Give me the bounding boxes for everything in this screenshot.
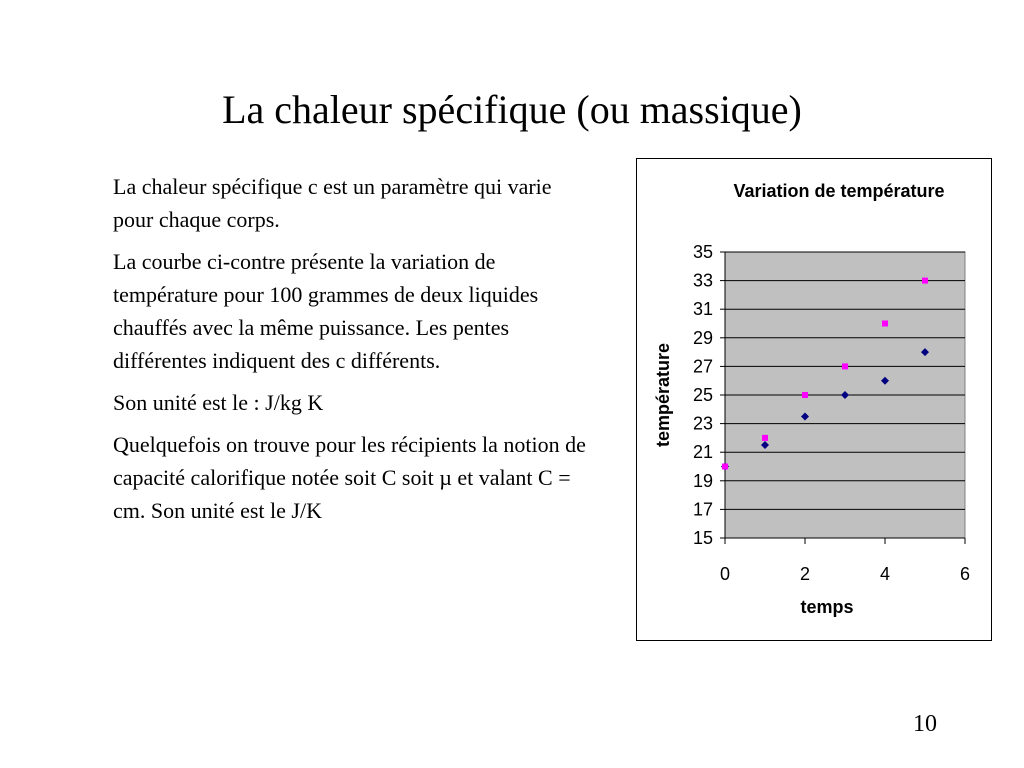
slide-title: La chaleur spécifique (ou massique) — [222, 87, 802, 132]
plot-area — [693, 242, 970, 584]
y-tick-label: 33 — [692, 270, 713, 291]
data-point-square — [842, 363, 848, 369]
data-point-square — [722, 464, 728, 470]
data-point-square — [882, 321, 888, 327]
chart-container — [636, 158, 992, 641]
y-tick-label: 15 — [692, 528, 713, 548]
x-axis-label: temps — [800, 597, 854, 617]
y-tick-label: 29 — [692, 327, 713, 348]
data-point-square — [802, 392, 808, 398]
paragraph-definition: La chaleur spécifique c est un paramètre qui varie pour chaque corps. — [113, 174, 552, 232]
y-tick-label: 19 — [692, 470, 713, 491]
y-tick-label: 23 — [692, 413, 713, 434]
y-axis-label: température — [653, 342, 673, 448]
x-tick-label: 0 — [719, 564, 731, 584]
y-tick-label: 17 — [692, 499, 713, 520]
paragraph-heat-capacity: Quelquefois on trouve pour les récipients la notion de capacité calorifique notée soit C soit µ et valant C = cm. Son unité est le J/K — [113, 432, 586, 523]
body-text — [113, 170, 593, 536]
page-number: 10 — [913, 711, 937, 737]
y-tick-label: 27 — [692, 356, 713, 377]
y-tick-label: 25 — [692, 385, 713, 405]
y-tick-label: 31 — [692, 299, 713, 320]
paragraph-unit: Son unité est le : J/kg K — [113, 390, 324, 415]
y-tick-label: 35 — [692, 242, 713, 262]
paragraph-curve-description: La courbe ci-contre présente la variation de température pour 100 grammes de deux liquides chauffés avec la même puissance. Les pentes différentes indiquent des c différents. — [113, 249, 539, 373]
x-tick-label: 2 — [799, 564, 811, 584]
data-point-square — [762, 435, 768, 441]
x-tick-label: 6 — [959, 564, 971, 584]
x-tick-label: 4 — [879, 564, 891, 584]
data-point-square — [922, 278, 928, 284]
y-tick-label: 21 — [692, 442, 713, 463]
chart-title: Variation de température — [733, 181, 945, 201]
chart-svg — [637, 159, 991, 640]
